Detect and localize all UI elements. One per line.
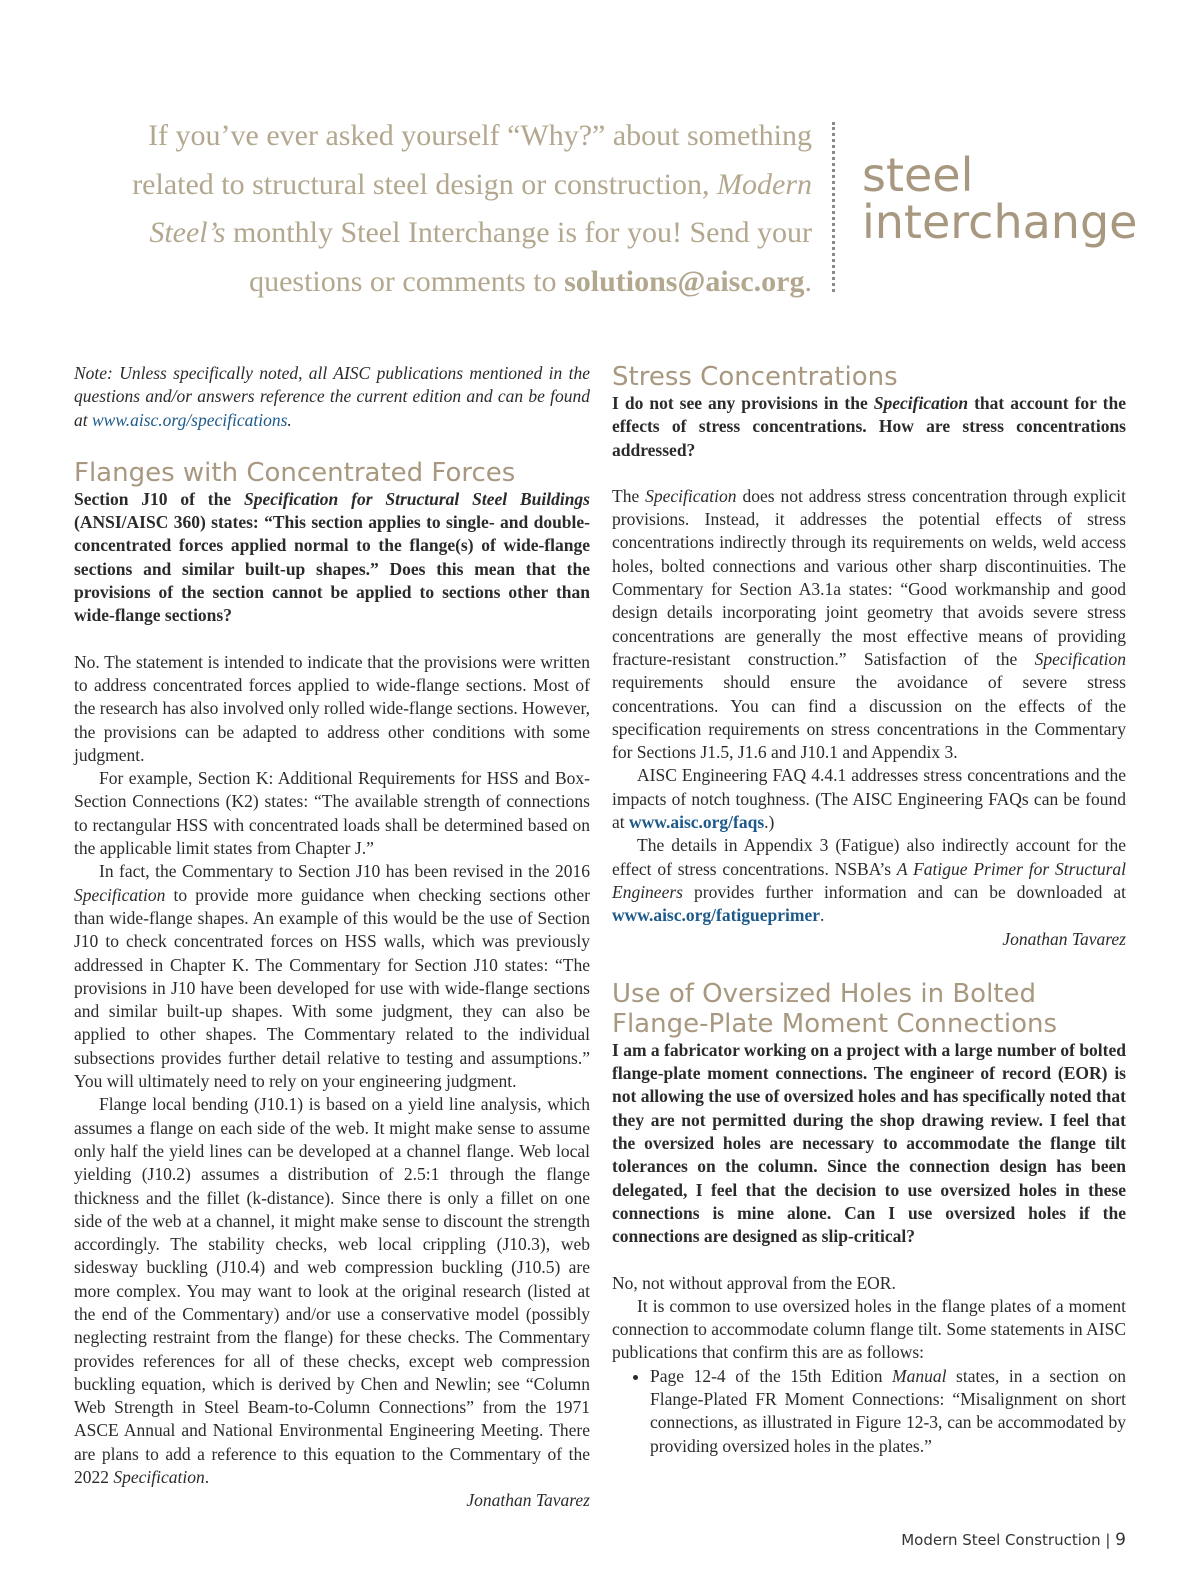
fatigue-primer-link[interactable]: www.aisc.org/fatigueprimer bbox=[612, 905, 821, 926]
question-stress: I do not see any provisions in the Specification that account for the effects of stress concentrations. How are stress concentrations addressed? bbox=[612, 393, 1126, 460]
answer-paragraph: The details in Appendix 3 (Fatigue) also indirectly account for the effect of stress concentrations. NSBA’s A Fatigue Primer for Structural Engineers provides further information and can be downloaded at www.aisc.org/fatigueprimer. bbox=[612, 835, 1126, 926]
intro-line-2: related to structural steel design or construction, Modern bbox=[132, 167, 812, 201]
editorial-note: Note: Unless specifically noted, all AISC publications mentioned in the questions and/or answers reference the current edition and can be found at www.aisc.org/specifications. bbox=[74, 363, 590, 430]
section-brand bbox=[862, 148, 1138, 249]
article-title-oversized: Use of Oversized Holes in Bolted Flange-Plate Moment Connections bbox=[612, 978, 1058, 1039]
right-column bbox=[612, 362, 1126, 1458]
answer-paragraph: AISC Engineering FAQ 4.4.1 addresses stress concentrations and the impacts of notch toughness. (The AISC Engineering FAQs can be found at www.aisc.org/faqs.) bbox=[612, 765, 1126, 833]
article-title-flanges: Flanges with Concentrated Forces bbox=[74, 457, 516, 488]
faqs-link[interactable]: www.aisc.org/faqs bbox=[629, 812, 765, 833]
bullet-list bbox=[612, 1365, 1126, 1458]
publication-name: Modern Steel Construction bbox=[901, 1531, 1101, 1549]
left-column bbox=[74, 362, 590, 1513]
intro-line-3: Steel’s monthly Steel Interchange is for you! Send your bbox=[149, 216, 812, 249]
dotted-divider bbox=[832, 122, 835, 292]
steel-italic: Steel’s bbox=[149, 216, 226, 249]
author-signature: Jonathan Tavarez bbox=[466, 1490, 590, 1511]
specifications-link[interactable]: www.aisc.org/specifications bbox=[92, 409, 288, 430]
answer-paragraph: For example, Section K: Additional Requirements for HSS and Box-Section Connections (K2) states: “The available strength of connections to rectangular HSS with concentrated loads shall be determined based on the applicable limit states from Chapter J.” bbox=[74, 768, 590, 859]
email-address[interactable]: solutions@aisc.org bbox=[564, 264, 805, 298]
author-signature: Jonathan Tavarez bbox=[1002, 928, 1126, 949]
intro-callout bbox=[100, 112, 812, 306]
answer-paragraph: In fact, the Commentary to Section J10 has been revised in the 2016 Specification to provide more guidance when checking sections other than wide-flange shapes. An example of this would be the use of Section J10 to check concentrated forces on HSS walls, which was previously addressed in Chapter K. The Commentary for Section J10 states: “The provisions in J10 have been developed for use with wide-flange sections and similar built-up shapes. With some judgment, they can also be applied to other shapes. The Commentary related to the individual subsections provides further detail relative to testing and assumptions.” You will ultimately need to rely on your engineering judgment. bbox=[74, 861, 590, 1092]
page-number: 9 bbox=[1115, 1530, 1126, 1550]
answer-paragraph: No, not without approval from the EOR. bbox=[612, 1272, 896, 1293]
modern-italic: Modern bbox=[717, 167, 812, 201]
brand-line-1: steel bbox=[862, 148, 974, 202]
answer-paragraph: The Specification does not address stress concentration through explicit provisions. Instead, it addresses the potential effects of stress concentrations indirectly through its requirements on welds, weld access holes, bolted connections and various other sharp discontinuities. The Commentary for Section A3.1a states: “Good workmanship and good design details incorporating joint geometry that avoids severe stress concentrations are generally the most effective means of providing fracture-resistant construction.” Satisfaction of the Specification requirements should ensure the avoidance of severe stress concentrations. You can find a discussion on the effects of the specification requirements on stress concentrations in the Commentary for Sections J1.5, J1.6 and J10.1 and Appendix 3. bbox=[612, 485, 1126, 763]
answer-paragraph: Flange local bending (J10.1) is based on a yield line analysis, which assumes a flange on each side of the web. It might make sense to assume only half the yield lines can be developed at a channel flange. Web local yielding (J10.2) assumes a distribution of 2.5:1 through the flange thickness and the fillet (k-distance). Since there is only a fillet on one side of the web at a channel, it might make sense to discount the strength accordingly. The stability checks, web local crippling (J10.3), web sidesway buckling (J10.4) and web compression buckling (J10.5) are more complex. You may want to look at the original research (listed at the end of the Commentary) and/or use a conservative model (possibly neglecting restraint from the flange) for these checks. The Commentary provides references for all of these checks, except web compression buckling equation, which is derived by Chen and Newlin; see “Column Web Strength in Steel Beam-to-Column Connections” from the 1971 ASCE Annual and National Environmental Engineering Meeting. There are plans to add a reference to this equation to the Commentary of the 2022 Specification. bbox=[74, 1094, 590, 1488]
intro-line-1: If you’ve ever asked yourself “Why?” about something bbox=[148, 119, 812, 152]
answer-paragraph: No. The statement is intended to indicate that the provisions were written to address concentrated forces applied to wide-flange sections. Most of the research has also involved only rolled wide-flange sections. However, the provisions can be adapted to address other conditions with some judgment. bbox=[74, 651, 590, 765]
list-item: • Page 12-4 of the 15th Edition Manual states, in a section on Flange-Plated FR Moment Connections: “Misalignment on short connections, as illustrated in Figure 12-3, can be accommodated by providing oversized holes in the plates.” bbox=[650, 1365, 1126, 1458]
question-flanges: Section J10 of the Specification for Structural Steel Buildings (ANSI/AISC 360) states: “This section applies to single- and double-concentrated forces applied normal to the flange(s) of wide-flange sections and similar built-up shapes.” Does this mean that the provisions of the section cannot be applied to sections other than wide-flange sections? bbox=[74, 488, 590, 626]
intro-line-4: questions or comments to solutions@aisc.org. bbox=[249, 264, 812, 298]
brand-line-2: interchange bbox=[862, 195, 1138, 249]
question-oversized: I am a fabricator working on a project with a large number of bolted flange-plate moment connections. The engineer of record (EOR) is not allowing the use of oversized holes and has specifically noted that they are not permitted during the shop drawing review. I feel that the oversized holes are necessary to accommodate the flange tilt tolerances on the column. Since the connection design has been delegated, I feel that the decision to use oversized holes in these connections is mine alone. Can I use oversized holes if the connections are designed as slip-critical? bbox=[612, 1039, 1126, 1247]
answer-paragraph: It is common to use oversized holes in the flange plates of a moment connection to accommodate column flange tilt. Some statements in AISC publications that confirm this are as follows: bbox=[612, 1295, 1126, 1363]
article-title-stress: Stress Concentrations bbox=[612, 362, 898, 392]
page-footer: Modern Steel Construction | 9 bbox=[901, 1530, 1126, 1550]
